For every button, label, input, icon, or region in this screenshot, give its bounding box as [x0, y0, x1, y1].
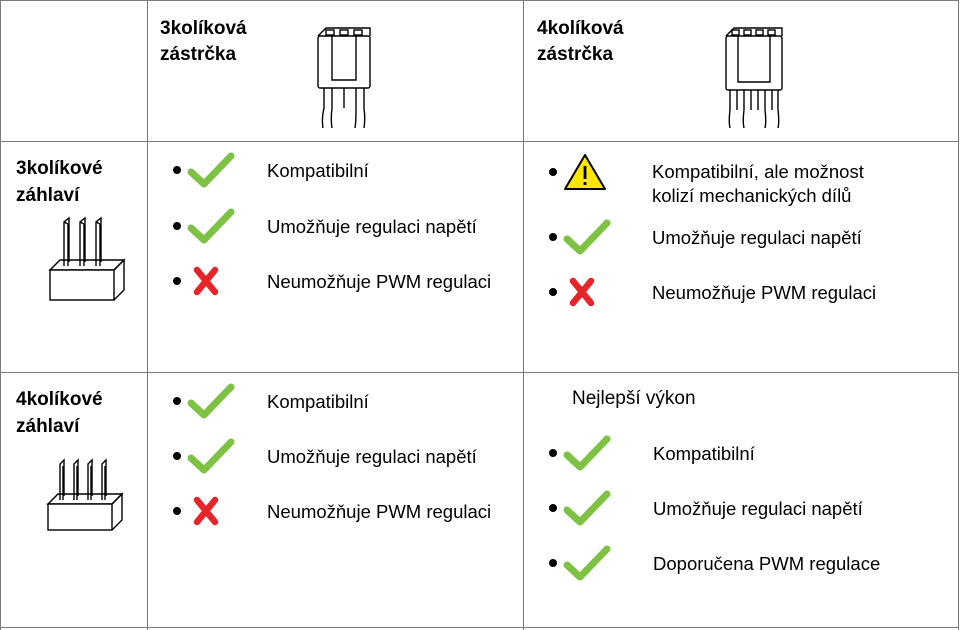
- item-label: Doporučena PWM regulace: [653, 553, 881, 574]
- list-item: [549, 543, 609, 583]
- item-label: Kompatibilní, ale možnost kolizí mechanických dílů: [652, 161, 864, 206]
- grid-line: [958, 0, 959, 630]
- 3pin-plug-icon: [312, 24, 376, 132]
- grid-line: [523, 0, 524, 630]
- item-label: Kompatibilní: [267, 160, 369, 181]
- cross-icon: [187, 261, 235, 301]
- column-header-4pin-plug: 4kolíková zástrčka: [537, 18, 624, 65]
- item-label: Neumožňuje PWM regulaci: [652, 282, 877, 303]
- grid-line: [0, 0, 1, 630]
- row-header-3pin-header: 3kolíkové záhlaví: [16, 158, 103, 206]
- list-item: [549, 217, 609, 257]
- check-icon: [187, 381, 235, 421]
- bullet-icon: [173, 166, 181, 174]
- bullet-icon: [173, 507, 181, 515]
- bullet-icon: [173, 222, 181, 230]
- bullet-icon: [549, 233, 557, 241]
- grid-line: [0, 627, 959, 628]
- 3pin-header-icon: [44, 214, 126, 304]
- list-item: [173, 150, 233, 190]
- bullet-icon: [549, 559, 557, 567]
- item-label: Umožňuje regulaci napětí: [267, 216, 477, 237]
- grid-line: [0, 141, 959, 142]
- grid-line: [0, 0, 959, 1]
- list-item: [173, 381, 233, 421]
- check-icon: [563, 543, 611, 583]
- bullet-icon: [549, 449, 557, 457]
- list-item: [173, 491, 233, 531]
- grid-line: [147, 0, 148, 630]
- list-item: [549, 433, 609, 473]
- list-item: [173, 436, 233, 476]
- cross-icon: [187, 491, 235, 531]
- check-icon: [187, 436, 235, 476]
- 4pin-plug-icon: [720, 24, 792, 132]
- item-label: Umožňuje regulaci napětí: [652, 227, 862, 248]
- item-label: Umožňuje regulaci napětí: [653, 498, 863, 519]
- check-icon: [187, 150, 235, 190]
- check-icon: [563, 433, 611, 473]
- list-item: [549, 272, 609, 312]
- item-label: Kompatibilní: [653, 443, 755, 464]
- column-header-3pin-plug: 3kolíková zástrčka: [160, 18, 247, 65]
- best-performance-note: Nejlepší výkon: [572, 388, 696, 409]
- list-item: [549, 488, 609, 528]
- warning-icon: [563, 152, 611, 192]
- bullet-icon: [173, 397, 181, 405]
- item-label: Kompatibilní: [267, 391, 369, 412]
- row-header-4pin-header: 4kolíkové záhlaví: [16, 389, 103, 437]
- list-item: [173, 261, 233, 301]
- bullet-icon: [549, 288, 557, 296]
- item-label: Neumožňuje PWM regulaci: [267, 501, 492, 522]
- check-icon: [187, 206, 235, 246]
- grid-line: [0, 372, 959, 373]
- cross-icon: [563, 272, 611, 312]
- check-icon: [563, 488, 611, 528]
- bullet-icon: [173, 277, 181, 285]
- 4pin-header-icon: [42, 456, 124, 534]
- item-label: Umožňuje regulaci napětí: [267, 446, 477, 467]
- bullet-icon: [549, 504, 557, 512]
- list-item: [549, 152, 609, 192]
- check-icon: [563, 217, 611, 257]
- bullet-icon: [549, 168, 557, 176]
- item-label: Neumožňuje PWM regulaci: [267, 271, 492, 292]
- list-item: [173, 206, 233, 246]
- bullet-icon: [173, 452, 181, 460]
